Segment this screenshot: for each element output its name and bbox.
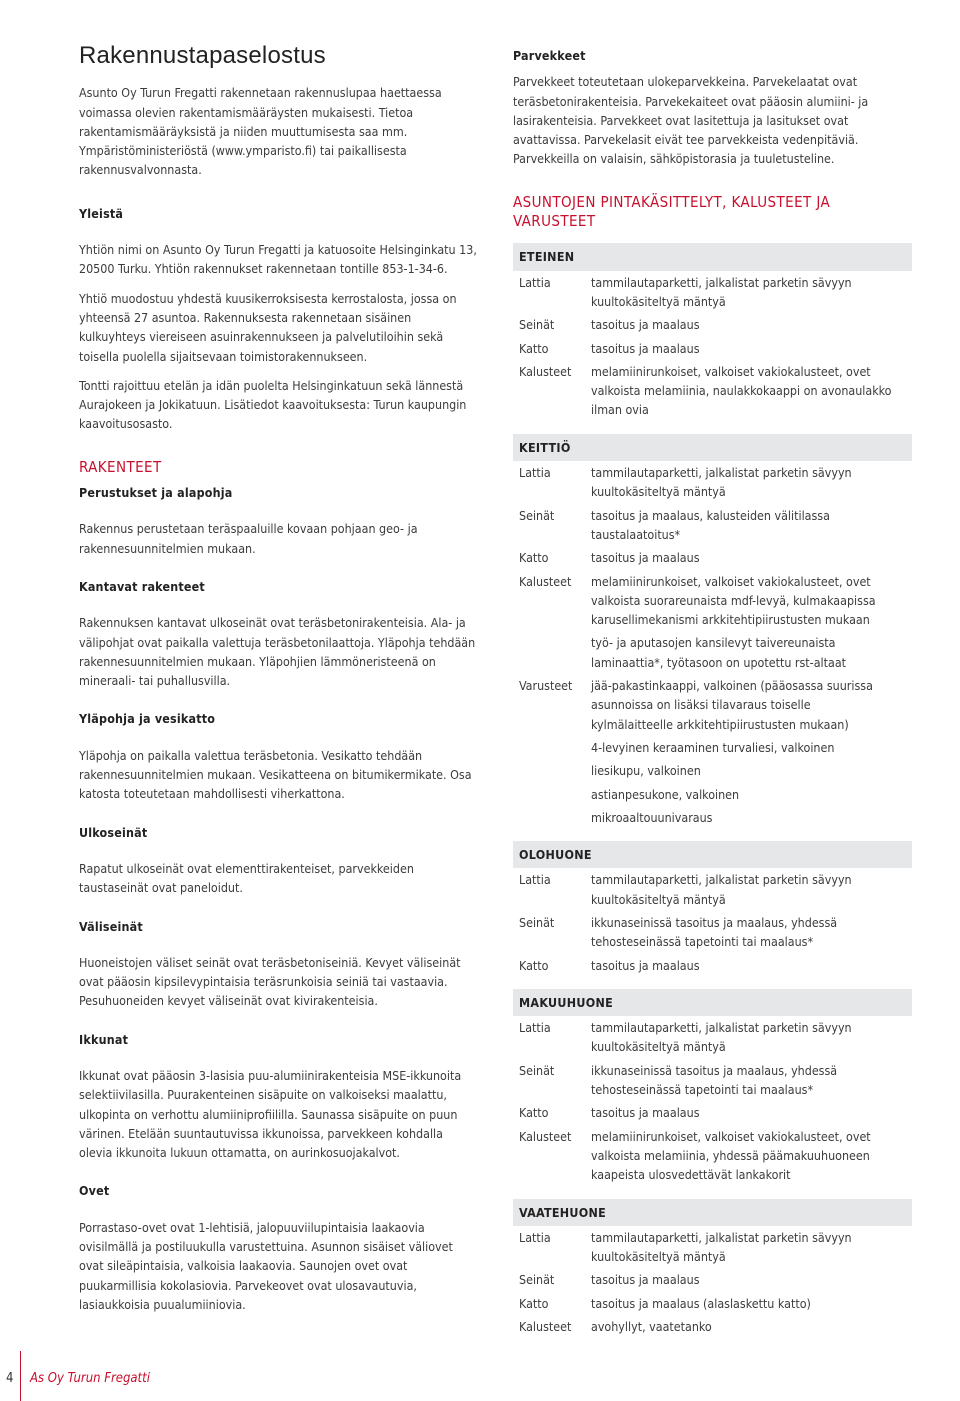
- room-row-label: [519, 633, 591, 672]
- room-row: [513, 954, 908, 977]
- room-row: [513, 1016, 908, 1059]
- valiseinat-text: Huoneistojen väliset seinät ovat teräsbetoniseiniä. Kevyet väliseinät ovat pääosin kipsilevypintaisia teräsrunkoisia seiniä tai vastaavia. Pesuhuoneiden kevyet väliseinät ovat kivirakenteisia.: [79, 954, 461, 1009]
- room-row-label: Kalusteet: [519, 1319, 572, 1335]
- room-heading: ETEINEN: [513, 243, 912, 270]
- room-row: [513, 504, 908, 547]
- room-row-value: tasoitus ja maalaus: [591, 1272, 700, 1288]
- room-row: [513, 1059, 908, 1102]
- kantavat-text: Rakennuksen kantavat ulkoseinät ovat teräsbetonirakenteisia. Ala- ja välipohjat ovat paikalla valettuja teräsbetonilaattoja. Yläpohja tehdään rakennesuunnitelmien mukaan. Yläpohjien lämmöneristeenä on mineraali- tai puhallusvilla.: [79, 615, 476, 689]
- room-row: [513, 546, 908, 569]
- room-row-label: [519, 761, 591, 780]
- yleista-paragraph-2: Yhtiö muodostuu yhdestä kuusikerroksisesta kerrostalosta, jossa on yhteensä 27 asuntoa. Rakennuksesta rakennetaan sisäinen kulkuyhteys viereiseen asuinrakennukseen ja palvelutiloihin sekä toisella puolella sijaitsevaan toimistorakennukseen.: [79, 290, 457, 364]
- perustukset-heading: Perustukset ja alapohja: [79, 485, 233, 501]
- room-row-label: Seinät: [519, 1062, 555, 1078]
- room-row: [513, 461, 908, 504]
- room-row-label: Katto: [519, 340, 549, 356]
- room-section: [513, 841, 908, 977]
- room-row: [513, 360, 908, 422]
- room-section: [513, 1199, 908, 1339]
- yleista-heading: Yleistä: [79, 205, 124, 221]
- room-row: [513, 1125, 908, 1187]
- room-row-label: Kalusteet: [519, 573, 572, 589]
- ikkunat-heading: Ikkunat: [79, 1031, 129, 1047]
- room-row: [513, 271, 908, 314]
- room-row-value: melamiinirunkoiset, valkoiset vakiokalusteet, ovet valkoista melamiinia, yhdessä päämakuuhuoneen kaapeista ulosvedettävät lankakorit: [591, 1128, 871, 1183]
- room-row: [513, 1292, 908, 1315]
- room-row-value: melamiinirunkoiset, valkoiset vakiokalusteet, ovet valkoista melamiinia, naulakkokaappi on avonaulakko ilman ovia: [591, 363, 892, 418]
- room-row-label: [519, 808, 591, 827]
- room-row: [513, 1226, 908, 1269]
- parvekkeet-text: Parvekkeet toteutetaan ulokeparvekkeina. Parvekelaatat ovat teräsbetonirakenteisia. Parvekekaiteet ovat pääosin alumiini- ja lasirakenteisia. Parvekkeet ovat lasitettuja ja lasitukset ovat avattavissa. Parvekelasit eivät tee parvekkeista vedenpitäviä. Parvekkeilla on valaisin, sähköpistorasia ja tuuletusteline.: [513, 74, 869, 167]
- room-row-label: Katto: [519, 550, 549, 566]
- room-row-value: tasoitus ja maalaus: [591, 340, 700, 356]
- right-column: [513, 46, 908, 1338]
- room-heading: OLOHUONE: [513, 841, 912, 868]
- room-row-value: tammilautaparketti, jalkalistat parketin sävyyn kuultokäsiteltyä mäntyä: [591, 274, 852, 309]
- room-row: [513, 631, 908, 674]
- room-row-value: melamiinirunkoiset, valkoiset vakiokalusteet, ovet valkoista suorareunaista mdf-levyä, kulmakaapissa karusellimekanismi arkkitehtipiirustusten mukaan: [591, 573, 876, 628]
- room-row: [513, 783, 908, 806]
- room-row-value: tammilautaparketti, jalkalistat parketin sävyyn kuultokäsiteltyä mäntyä: [591, 1020, 852, 1055]
- room-row: [513, 1101, 908, 1124]
- rooms-table: [513, 243, 908, 1338]
- page-title: Rakennustapaselostus: [79, 42, 326, 69]
- room-row-value: tasoitus ja maalaus: [591, 550, 700, 566]
- room-row: [513, 736, 908, 759]
- room-row: [513, 313, 908, 336]
- room-row-value: tasoitus ja maalaus: [591, 1105, 700, 1121]
- room-section: [513, 989, 908, 1187]
- ovet-heading: Ovet: [79, 1183, 110, 1199]
- ikkunat-text: Ikkunat ovat pääosin 3-lasisia puu-alumiinirakenteisia MSE-ikkunoita selektiivilasilla. Puurakenteinen sisäpuite on valkoiseksi maalattu, ulkopinta on verhottu alumiiniprofiililla. Saunassa sisäpuite on puun värinen. Etelään suuntautuvissa ikkunoissa, parvekkeen kohdalla olevia ikkunoita lukuun ottamatta, on aurinkosuojakalvot.: [79, 1067, 462, 1161]
- valiseinat-heading: Väliseinät: [79, 918, 143, 934]
- page-footer: [0, 1337, 960, 1397]
- room-row-value: tasoitus ja maalaus: [591, 317, 700, 333]
- room-row-value: tammilautaparketti, jalkalistat parketin sävyyn kuultokäsiteltyä mäntyä: [591, 1229, 852, 1265]
- page-number: 4: [6, 1371, 14, 1386]
- room-row-value: tasoitus ja maalaus (alaslaskettu katto): [591, 1295, 811, 1311]
- room-row-value: ikkunaseinissä tasoitus ja maalaus, yhdessä tehosteseinässä tapetointi tai maalaus*: [591, 1062, 838, 1098]
- room-row: [513, 806, 908, 829]
- room-row-label: Kalusteet: [519, 363, 572, 379]
- room-row-label: [519, 738, 591, 757]
- room-row: [513, 1268, 908, 1291]
- room-row-label: Lattia: [519, 1020, 551, 1036]
- ylapohja-heading: Yläpohja ja vesikatto: [79, 711, 216, 727]
- room-row-label: Katto: [519, 1295, 549, 1311]
- room-row-label: Seinät: [519, 317, 555, 333]
- room-row-value: liesikupu, valkoinen: [591, 763, 701, 779]
- footer-company-name: As Oy Turun Fregatti: [30, 1371, 150, 1386]
- room-section: [513, 243, 908, 421]
- room-row: [513, 1315, 908, 1338]
- yleista-paragraph-3: Tontti rajoittuu etelän ja idän puolelta Helsinginkatuun sekä lännestä Aurajokeen ja Jokikatuun. Lisätiedot kaavoituksesta: Turun kaupungin kaavoitusosasto.: [79, 377, 467, 432]
- room-row-label: Seinät: [519, 914, 555, 930]
- room-row-value: työ- ja aputasojen kansilevyt taivereunaista laminaattia*, työtasoon on upotettu rst-altaat: [591, 635, 847, 670]
- room-row-value: mikroaaltouunivaraus: [591, 809, 713, 825]
- room-row-value: tasoitus ja maalaus: [591, 957, 700, 973]
- room-row: [513, 674, 908, 736]
- parvekkeet-heading: Parvekkeet: [513, 48, 586, 63]
- room-row-label: Lattia: [519, 274, 551, 290]
- room-row: [513, 337, 908, 360]
- room-heading: KEITTIÖ: [513, 434, 912, 461]
- kantavat-heading: Kantavat rakenteet: [79, 578, 205, 594]
- room-row-label: Lattia: [519, 465, 551, 481]
- room-heading: MAKUUHUONE: [513, 989, 912, 1016]
- room-row-value: ikkunaseinissä tasoitus ja maalaus, yhdessä tehosteseinässä tapetointi tai maalaus*: [591, 914, 838, 950]
- room-row-value: tasoitus ja maalaus, kalusteiden välitilassa taustalaatoitus*: [591, 507, 830, 542]
- room-row-label: Katto: [519, 957, 549, 973]
- room-row-label: Seinät: [519, 507, 555, 523]
- room-row-value: jää-pakastinkaappi, valkoinen (pääosassa suurissa asunnoissa on lisäksi tilavaraus toiselle kylmälaitteelle arkkitehtipiirustusten mukaan): [591, 678, 873, 732]
- room-row-value: astianpesukone, valkoinen: [591, 786, 740, 802]
- room-row: [513, 911, 908, 954]
- room-row-label: Katto: [519, 1105, 549, 1121]
- room-row: [513, 570, 908, 632]
- room-row-label: Varusteet: [519, 678, 573, 694]
- room-section: [513, 434, 908, 829]
- rakenteet-heading: RAKENTEET: [79, 457, 162, 476]
- footer-divider: [20, 1351, 21, 1401]
- room-row: [513, 759, 908, 782]
- ulkoseinat-text: Rapatut ulkoseinät ovat elementtirakenteiset, parvekkeiden taustaseinät ovat paneloidut.: [79, 860, 414, 896]
- room-row-value: tammilautaparketti, jalkalistat parketin sävyyn kuultokäsiteltyä mäntyä: [591, 465, 852, 500]
- left-column: [79, 42, 479, 1314]
- room-row-label: Kalusteet: [519, 1128, 572, 1144]
- room-row-value: avohyllyt, vaatetanko: [591, 1319, 712, 1335]
- ulkoseinat-heading: Ulkoseinät: [79, 824, 148, 840]
- room-row-label: Seinät: [519, 1272, 555, 1288]
- ovet-text: Porrastaso-ovet ovat 1-lehtisiä, jalopuuviilupintaisia laakaovia ovisilmällä ja postiluukulla varustettuina. Asunnon sisäiset väliovet ovat sileäpintaisia, valkoisia laakaovia. Saunojen ovet ovat puukarmillisia kokolasiovia. Parvekeovet ovat ulosavautuvia, lasiaukkoisia puualumiiniovia.: [79, 1219, 453, 1312]
- room-row-value: 4-levyinen keraaminen turvaliesi, valkoinen: [591, 739, 835, 755]
- room-row-label: [519, 785, 591, 804]
- room-row-value: tammilautaparketti, jalkalistat parketin sävyyn kuultokäsiteltyä mäntyä: [591, 872, 852, 907]
- room-heading: VAATEHUONE: [513, 1199, 912, 1226]
- perustukset-text: Rakennus perustetaan teräspaaluille kovaan pohjaan geo- ja rakennesuunnitelmien mukaan.: [79, 521, 418, 556]
- room-row-label: Lattia: [519, 1229, 551, 1245]
- room-row: [513, 868, 908, 911]
- yleista-paragraph-1: Yhtiön nimi on Asunto Oy Turun Fregatti ja katuosoite Helsinginkatu 13, 20500 Turku. Yhtiön rakennukset rakennetaan tontille 853-1-34-6.: [79, 242, 477, 277]
- pintakasittelyt-heading: ASUNTOJEN PINTAKÄSITTELYT, KALUSTEET JA VARUSTEET: [513, 192, 831, 231]
- room-row-label: Lattia: [519, 872, 551, 888]
- ylapohja-text: Yläpohja on paikalla valettua teräsbetonia. Vesikatto tehdään rakennesuunnitelmien mukaan. Vesikatteena on bitumikermikate. Osa katosta toteutetaan mahdollisesti viherkattona.: [79, 747, 472, 802]
- intro-paragraph: Asunto Oy Turun Fregatti rakennetaan rakennuslupaa haettaessa voimassa olevien rakentamismääräysten mukaisesti. Tietoa rakentamismääräyksistä ja niiden muuttumisesta saa mm. Ympäristöministeriöstä (www.ymparisto.fi) tai paikallisesta rakennusvalvonnasta.: [79, 85, 442, 178]
